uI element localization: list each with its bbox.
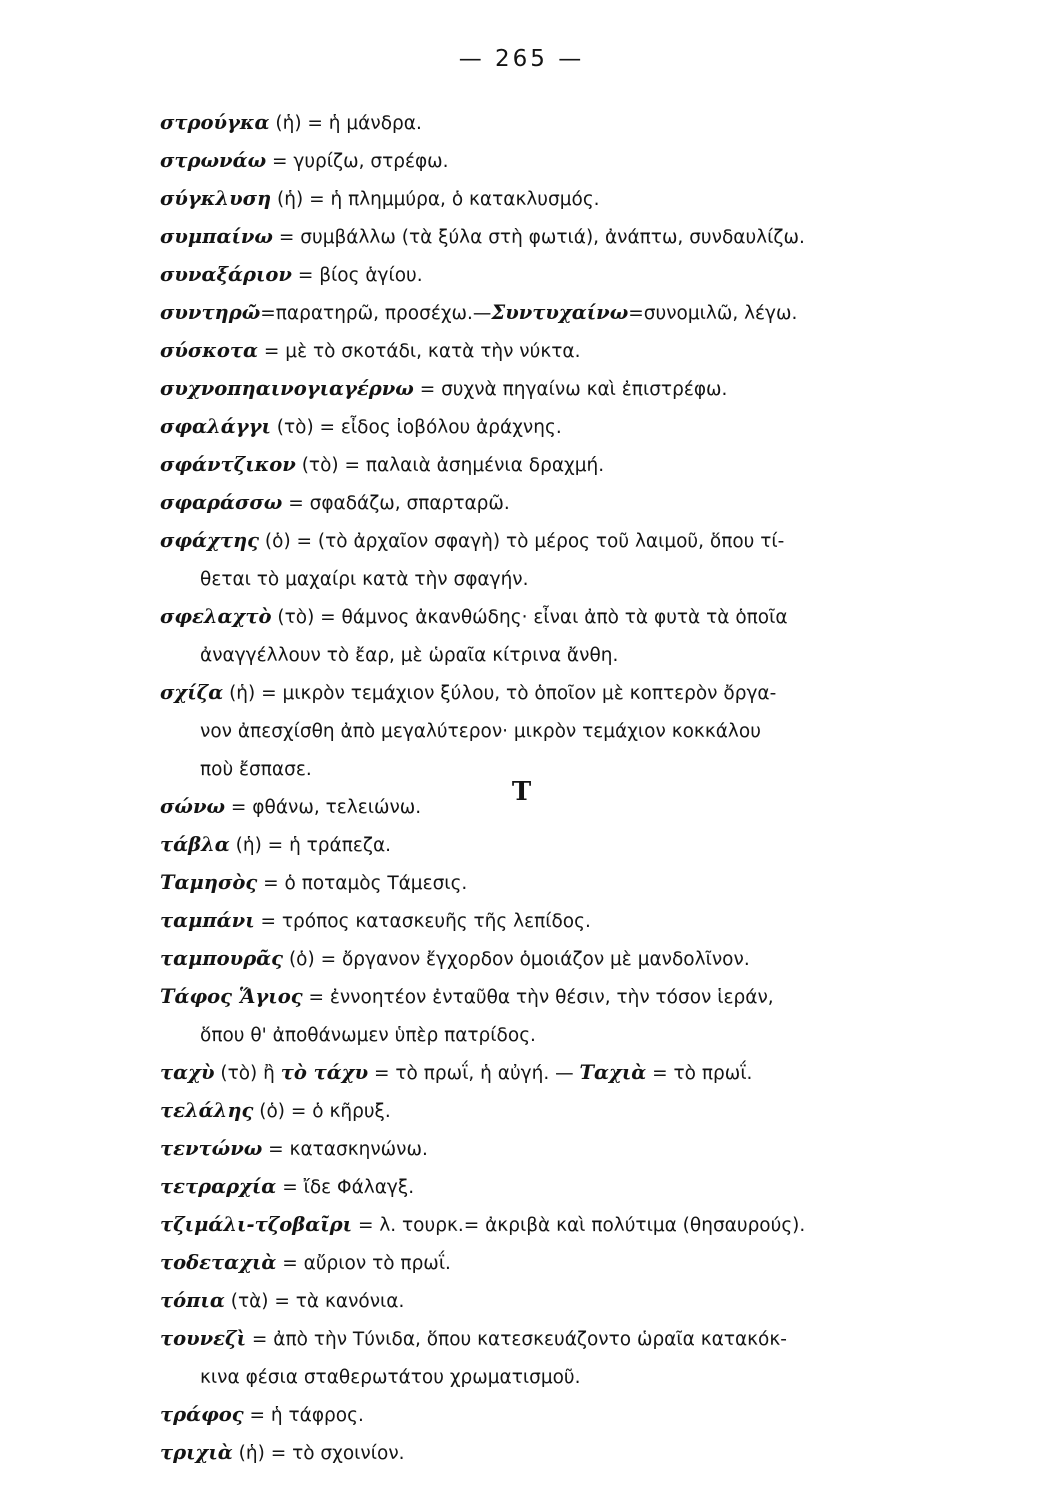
definition-continuation: ὅπου θ' ἀποθάνωμεν ὑπὲρ πατρίδος. xyxy=(200,1025,536,1046)
entry xyxy=(160,1282,950,1320)
definition: = ἐννοητέον ἐνταῦθα τὴν θέσιν, τὴν τόσον ἱεράν, xyxy=(302,987,774,1008)
entry xyxy=(160,864,950,902)
headword: τάβλα xyxy=(160,833,230,856)
headword: τεντώνω xyxy=(160,1137,263,1160)
headword: τὸ τάχυ xyxy=(280,1061,369,1084)
headword: σύσκοτα xyxy=(160,339,259,362)
headword: σφελαχτὸ xyxy=(160,605,272,628)
definition: = τὸ πρωΐ, ἡ αὐγή. — xyxy=(368,1063,580,1084)
entry xyxy=(160,1320,950,1396)
definition: (ὁ) = ὄργανον ἔγχορδον ὁμοιάζον μὲ μανδολῖνον. xyxy=(283,949,750,970)
headword: τριχιὰ xyxy=(160,1441,233,1464)
entry xyxy=(160,218,950,256)
headword: τοδεταχιὰ xyxy=(160,1251,277,1274)
definition: = σφαδάζω, σπαρταρῶ. xyxy=(282,493,510,514)
entry xyxy=(160,446,950,484)
entry xyxy=(160,484,950,522)
definition: (ἡ) = ἡ πλημμύρα, ὁ κατακλυσμός. xyxy=(271,189,600,210)
headword: συναξάριον xyxy=(160,263,292,286)
entry xyxy=(160,1206,950,1244)
headword: στρούγκα xyxy=(160,111,270,134)
definition: =συνομιλῶ, λέγω. xyxy=(628,303,798,324)
headword: στρωνάω xyxy=(160,149,267,172)
definition: (τὸ) ἢ xyxy=(214,1063,281,1084)
headword: τράφος xyxy=(160,1403,244,1426)
entry xyxy=(160,1244,950,1282)
headword: τουνεζὶ xyxy=(160,1327,247,1350)
headword: σώνω xyxy=(160,795,226,818)
entry xyxy=(160,104,950,142)
definition: (ἡ) = ἡ μάνδρα. xyxy=(269,113,422,134)
definition-continuation: νον ἀπεσχίσθη ἀπὸ μεγαλύτερον· μικρὸν τεμάχιον κοκκάλου xyxy=(200,721,761,742)
entry xyxy=(160,940,950,978)
headword: συμπαίνω xyxy=(160,225,273,248)
headword: Συντυχαίνω xyxy=(491,301,629,324)
headword: τζιμάλι-τζοβαῖρι xyxy=(160,1213,353,1236)
headword: Ταχιὰ xyxy=(579,1061,647,1084)
definition: (ὁ) = ὁ κῆρυξ. xyxy=(253,1101,391,1122)
entry xyxy=(160,1434,950,1472)
definition: =παρατηρῶ, προσέχω.— xyxy=(260,303,492,324)
headword: σύγκλυση xyxy=(160,187,272,210)
definition: = τὸ πρωΐ. xyxy=(646,1063,753,1084)
definition: (ἡ) = ἡ τράπεζα. xyxy=(229,835,392,856)
entry xyxy=(160,1168,950,1206)
entry xyxy=(160,332,950,370)
entry xyxy=(160,294,950,332)
entry xyxy=(160,408,950,446)
entry xyxy=(160,370,950,408)
definition: = φθάνω, τελειώνω. xyxy=(225,797,422,818)
definition: (ἡ) = τὸ σχοινίον. xyxy=(232,1443,405,1464)
headword: τόπια xyxy=(160,1289,225,1312)
headword: ταμπουρᾶς xyxy=(160,947,284,970)
definition: = κατασκηνώνω. xyxy=(262,1139,428,1160)
headword: σφάχτης xyxy=(160,529,260,552)
entry xyxy=(160,826,950,864)
headword: Τάφος Ἅγιος xyxy=(160,985,303,1008)
definition: (τὰ) = τὰ κανόνια. xyxy=(224,1291,405,1312)
entry xyxy=(160,1092,950,1130)
definition: = λ. τουρκ.= ἀκριβὰ καὶ πολύτιμα (θησαυρούς). xyxy=(352,1215,806,1236)
headword: σφαράσσω xyxy=(160,491,283,514)
definition: = μὲ τὸ σκοτάδι, κατὰ τὴν νύκτα. xyxy=(258,341,581,362)
headword: ταχὺ xyxy=(160,1061,215,1084)
entry xyxy=(160,522,950,598)
entry xyxy=(160,180,950,218)
headword: τελάλης xyxy=(160,1099,254,1122)
definition: = τρόπος κατασκευῆς τῆς λεπίδος. xyxy=(254,911,591,932)
entry xyxy=(160,256,950,294)
headword: συντηρῶ xyxy=(160,301,261,324)
entry xyxy=(160,902,950,940)
headword: Ταμησὸς xyxy=(160,871,258,894)
entry xyxy=(160,978,950,1054)
definition-continuation: κινα φέσια σταθερωτάτου χρωματισμοῦ. xyxy=(200,1367,581,1388)
headword: συχνοπηαινογιαγέρνω xyxy=(160,377,414,400)
definition: (ἡ) = μικρὸν τεμάχιον ξύλου, τὸ ὁποῖον μὲ κοπτερὸν ὄργα- xyxy=(223,683,777,704)
entry xyxy=(160,1130,950,1168)
definition: = βίος ἁγίου. xyxy=(291,265,423,286)
headword: ταμπάνι xyxy=(160,909,255,932)
entry xyxy=(160,142,950,180)
definition: (τὸ) = θάμνος ἀκανθώδης· εἶναι ἀπὸ τὰ φυτὰ τὰ ὁποῖα xyxy=(271,607,788,628)
entry xyxy=(160,1396,950,1434)
definition: = αὔριον τὸ πρωΐ. xyxy=(276,1253,451,1274)
definition: = συχνὰ πηγαίνω καὶ ἐπιστρέφω. xyxy=(413,379,728,400)
entries-section-s xyxy=(160,104,950,826)
definition-continuation: ποὺ ἔσπασε. xyxy=(200,759,312,780)
definition: = συμβάλλω (τὰ ξύλα στὴ φωτιά), ἀνάπτω, συνδαυλίζω. xyxy=(273,227,805,248)
entry xyxy=(160,674,950,788)
section-letter: Τ xyxy=(511,777,532,807)
definition: = ὁ ποταμὸς Τάμεσις. xyxy=(257,873,468,894)
headword: σφάντζικον xyxy=(160,453,296,476)
definition: (τὸ) = εἶδος ἰοβόλου ἀράχνης. xyxy=(270,417,562,438)
definition: = ἀπὸ τὴν Τύνιδα, ὅπου κατεσκευάζοντο ὡραῖα κατακόκ- xyxy=(246,1329,787,1350)
definition: (ὁ) = (τὸ ἀρχαῖον σφαγὴ) τὸ μέρος τοῦ λαιμοῦ, ὅπου τί- xyxy=(259,531,785,552)
definition: = γυρίζω, στρέφω. xyxy=(266,151,449,172)
definition: = ἴδε Φάλαγξ. xyxy=(276,1177,415,1198)
entry xyxy=(160,598,950,674)
entries-section-t xyxy=(160,826,950,1472)
definition: = ἡ τάφρος. xyxy=(243,1405,364,1426)
entry xyxy=(160,1054,950,1092)
headword: τετραρχία xyxy=(160,1175,277,1198)
headword: σχίζα xyxy=(160,681,224,704)
definition-continuation: θεται τὸ μαχαίρι κατὰ τὴν σφαγήν. xyxy=(200,569,529,590)
definition: (τὸ) = παλαιὰ ἀσημένια δραχμή. xyxy=(295,455,605,476)
definition-continuation: ἀναγγέλλουν τὸ ἔαρ, μὲ ὡραῖα κίτρινα ἄνθη. xyxy=(200,645,619,666)
page-number: — 265 — xyxy=(458,46,585,72)
headword: σφαλάγγι xyxy=(160,415,271,438)
